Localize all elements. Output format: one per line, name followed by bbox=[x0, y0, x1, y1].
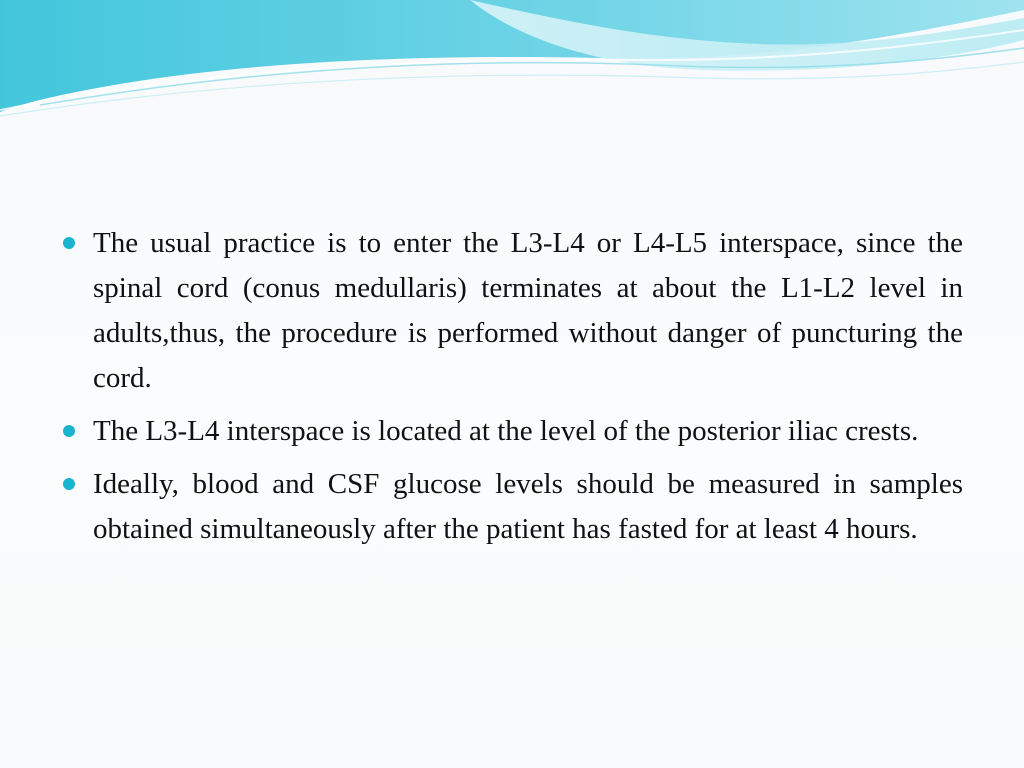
bullet-dot-icon bbox=[63, 425, 75, 437]
bullet-dot-icon bbox=[63, 478, 75, 490]
bullet-text: The usual practice is to enter the L3-L4 or L4-L5 interspace, since the spinal cord (conus medullaris) terminates at about the L1-L2 level in adults,thus, the procedure is performed without danger of puncturing the cord. bbox=[93, 227, 963, 394]
bullet-item bbox=[60, 409, 963, 454]
bullet-dot-icon bbox=[63, 237, 75, 249]
bullet-text: The L3-L4 interspace is located at the level of the posterior iliac crests. bbox=[93, 415, 919, 447]
bullet-list bbox=[60, 221, 963, 552]
bullet-text: Ideally, blood and CSF glucose levels should be measured in samples obtained simultaneously after the patient has fasted for at least 4 hours. bbox=[93, 468, 963, 545]
header-wave-decoration bbox=[0, 0, 1024, 130]
bullet-item bbox=[60, 221, 963, 401]
slide-content bbox=[60, 221, 963, 560]
bullet-item bbox=[60, 462, 963, 552]
